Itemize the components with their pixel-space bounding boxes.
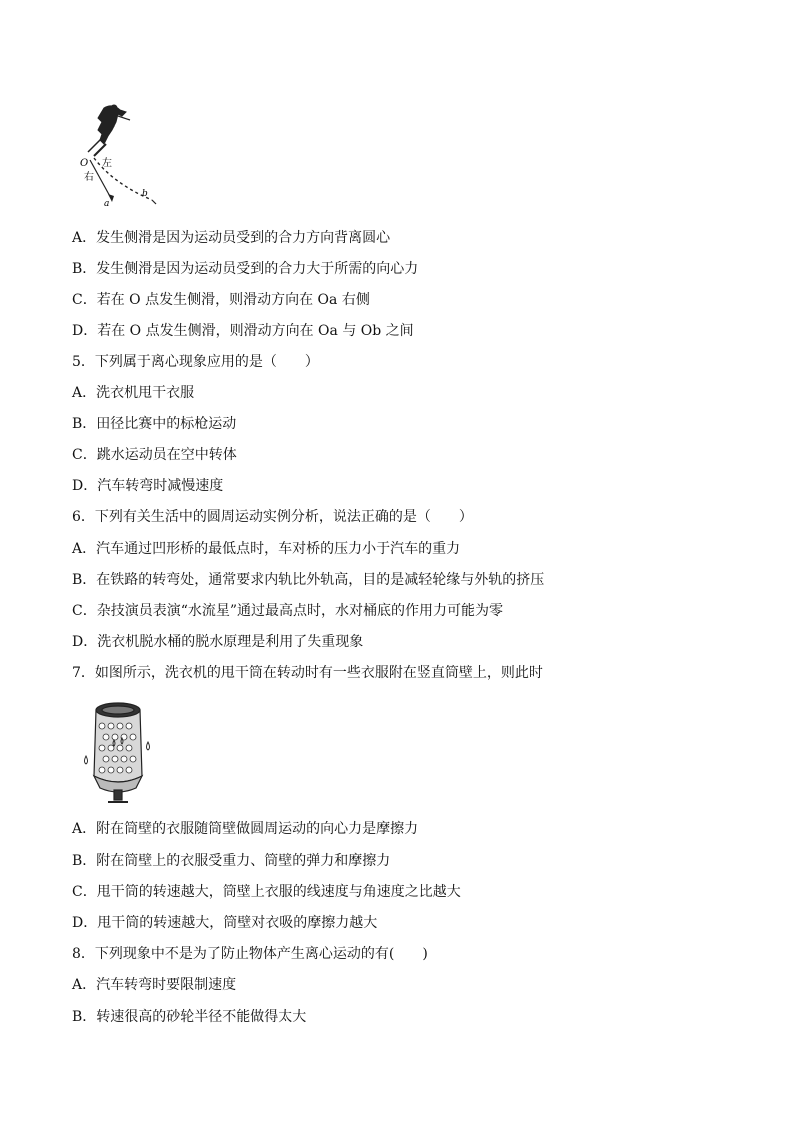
q4-option-b: B．发生侧滑是因为运动员受到的合力大于所需的向心力 <box>72 261 419 277</box>
dryer-figure <box>78 696 158 808</box>
label-a: a <box>104 199 110 209</box>
arrow-ob-tail <box>152 200 156 204</box>
q5-option-c: C．跳水运动员在空中转体 <box>72 447 237 463</box>
q7-option-a: A．附在筒壁的衣服随筒壁做圆周运动的向心力是摩擦力 <box>72 821 419 837</box>
q6-option-b: B．在铁路的转弯处，通常要求内轨比外轨高，目的是减轻轮缘与外轨的挤压 <box>72 572 545 588</box>
q5-stem: 5．下列属于离心现象应用的是（ ） <box>72 354 319 370</box>
skier-figure <box>74 100 164 210</box>
q7-option-d: D．甩干筒的转速越大，筒壁对衣吸的摩擦力越大 <box>72 915 378 931</box>
q4-option-c: C．若在 O 点发生侧滑，则滑动方向在 Oa 右侧 <box>72 292 370 308</box>
q6-option-a: A．汽车通过凹形桥的最低点时，车对桥的压力小于汽车的重力 <box>72 541 461 557</box>
q6-option-d: D．洗衣机脱水桶的脱水原理是利用了失重现象 <box>72 634 364 650</box>
q6-option-c: C．杂技演员表演“水流星”通过最高点时，水对桶底的作用力可能为零 <box>72 603 504 619</box>
label-o: O <box>80 158 89 169</box>
q8-option-a: A．汽车转弯时要限制速度 <box>72 977 237 993</box>
q6-stem: 6．下列有关生活中的圆周运动实例分析，说法正确的是（ ） <box>72 509 473 525</box>
q8-option-b: B．转速很高的砂轮半径不能做得太大 <box>72 1009 307 1025</box>
skier-diagram <box>74 100 164 210</box>
q4-option-a: A．发生侧滑是因为运动员受到的合力方向背离圆心 <box>72 230 391 246</box>
q5-option-d: D．汽车转弯时减慢速度 <box>72 478 224 494</box>
q7-option-c: C．甩干筒的转速越大，筒壁上衣服的线速度与角速度之比越大 <box>72 884 461 900</box>
q7-option-b: B．附在筒壁上的衣服受重力、筒壁的弹力和摩擦力 <box>72 853 391 869</box>
label-b: b <box>142 189 148 199</box>
dryer-drum-diagram <box>78 696 158 808</box>
dryer-drum <box>94 703 142 802</box>
q5-option-a: A．洗衣机甩干衣服 <box>72 385 195 401</box>
label-left: 左 <box>102 158 112 169</box>
skier-silhouette <box>88 105 130 156</box>
q7-stem: 7．如图所示，洗衣机的甩干筒在转动时有一些衣服附在竖直筒壁上，则此时 <box>72 665 543 681</box>
q5-option-b: B．田径比赛中的标枪运动 <box>72 416 237 432</box>
q8-stem: 8．下列现象中不是为了防止物体产生离心运动的有( ) <box>72 946 428 962</box>
label-right: 右 <box>84 172 94 183</box>
q4-option-d: D．若在 O 点发生侧滑，则滑动方向在 Oa 与 Ob 之间 <box>72 323 414 339</box>
